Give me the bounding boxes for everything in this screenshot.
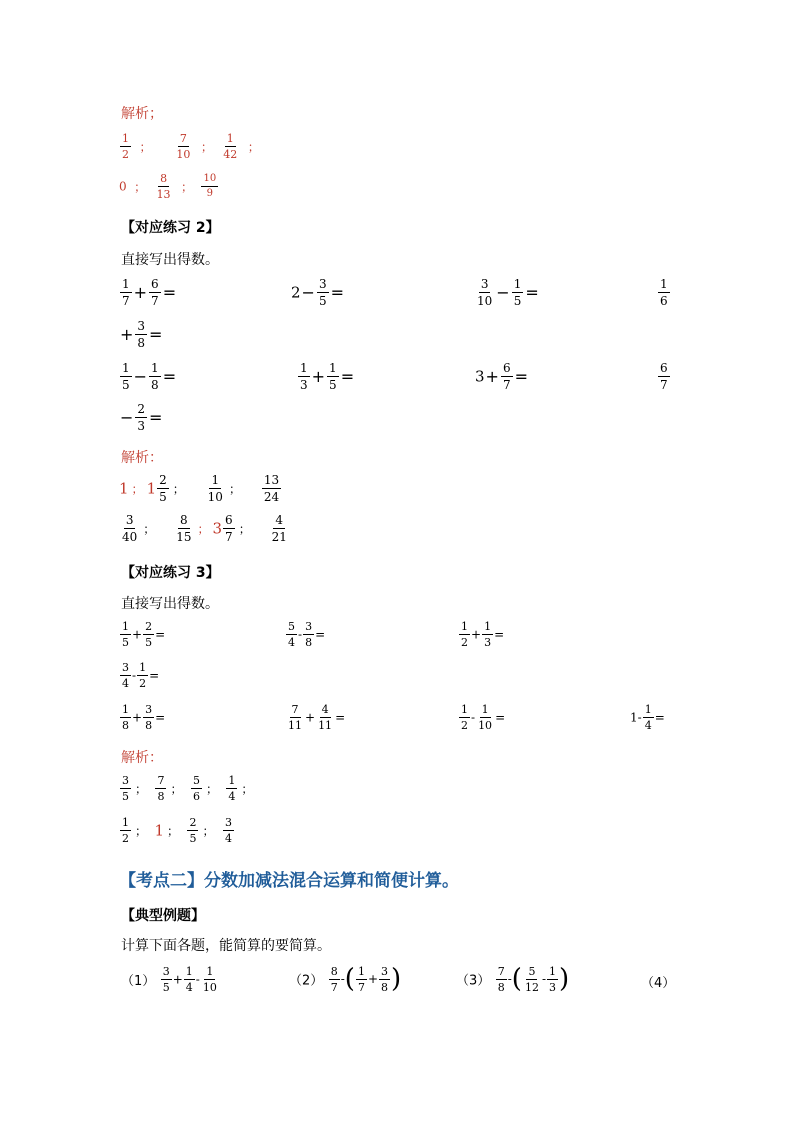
fraction: $\frac{1}{2}$ — [461, 620, 468, 649]
analysis-label: 解析： — [121, 450, 163, 466]
example-problem-1: （1） $\frac{3}{5}$ + $\frac{1}{4}$ - $\frac{1}{10}$ — [121, 965, 217, 994]
fraction: $\frac{1}{6}$ — [660, 277, 668, 308]
fraction: $\frac{1}{4}$ — [644, 703, 652, 732]
problem: $\frac{3}{10}$ − $\frac{1}{5}$ = — [477, 277, 539, 308]
fraction: $\frac{3}{5}$ — [318, 277, 327, 308]
answer-row-2: $\frac{3}{40}$ ； $\frac{8}{15}$ ； 3 $\frac{6}{7}$ ； $\frac{4}{21}$ — [122, 513, 287, 544]
fraction: $\frac{3}{40}$ — [122, 513, 138, 544]
fraction: $\frac{6}{7}$ — [660, 361, 668, 392]
fraction: $\frac{2}{5}$ — [189, 816, 197, 845]
analysis-label: 解析； — [121, 106, 163, 122]
problem-continuation: + $\frac{3}{8}$ = — [120, 319, 163, 350]
fraction: $\frac{2}{5}$ — [145, 620, 153, 649]
fraction: $\frac{4}{21}$ — [271, 513, 287, 544]
fraction: $\frac{4}{11}$ — [318, 703, 333, 732]
fraction: $\frac{3}{5}$ — [122, 774, 129, 803]
problem: $\frac{7}{11}$ + $\frac{4}{11}$ = — [288, 703, 346, 732]
analysis-label: 解析： — [121, 750, 163, 766]
fraction: $\frac{1}{2}$ — [461, 703, 468, 732]
exercise-3-title: 【对应练习 3】 — [121, 565, 220, 581]
problem-continuation: − $\frac{2}{3}$ = — [120, 402, 163, 433]
fraction: $\frac{1}{8}$ — [151, 361, 159, 392]
fraction: $\frac{3}{8}$ — [305, 620, 313, 649]
fraction: $\frac{1}{5}$ — [513, 277, 522, 308]
fraction: $\frac{1}{10}$ — [478, 703, 493, 732]
fraction: $\frac{5}{12}$ — [524, 964, 539, 994]
problem: $\frac{1}{2}$ - $\frac{1}{10}$ = — [461, 703, 506, 732]
exercise-2-instruction: 直接写出得数。 — [121, 252, 219, 268]
problem: 3+ $\frac{6}{7}$ = — [475, 361, 528, 392]
fraction: $\frac{1}{5}$ — [329, 361, 337, 392]
fraction: $\frac{1}{4}$ — [185, 965, 193, 994]
problem — [657, 362, 671, 391]
example-heading: 【典型例题】 — [121, 908, 205, 924]
problem: $\frac{1}{5}$ + $\frac{2}{5}$ = — [122, 620, 166, 649]
problem: $\frac{1}{2}$ + $\frac{1}{3}$ = — [461, 620, 505, 649]
fraction: $\frac{7}{8}$ — [497, 964, 505, 994]
fraction: $\frac{6}{7}$ — [225, 513, 233, 544]
fraction: $\frac{1}{8}$ — [122, 703, 129, 732]
fraction: $\frac{1}{2}$ — [122, 816, 129, 845]
fraction: $\frac{6}{7}$ — [502, 361, 511, 392]
fraction: $\frac{7}{8}$ — [157, 774, 165, 803]
fraction: $\frac{3}{8}$ — [381, 964, 389, 994]
fraction: $\frac{13}{24}$ — [263, 473, 280, 504]
fraction: $\frac{7}{11}$ — [288, 703, 302, 732]
problem: $\frac{1}{5}$ − $\frac{1}{8}$ = — [122, 361, 177, 392]
problem — [657, 278, 671, 307]
fraction: $\frac{1}{3}$ — [549, 964, 557, 994]
problem: $\frac{1}{3}$ + $\frac{1}{5}$ = — [300, 361, 355, 392]
fraction: $\frac{8}{13}$ — [156, 172, 171, 201]
fraction: $\frac{1}{3}$ — [484, 620, 492, 649]
fraction: $\frac{7}{10}$ — [176, 132, 191, 161]
example-problem-2: （2） $\frac{8}{7}$ -( $\frac{1}{7}$ + $\frac{3}{8}$ ) — [289, 964, 402, 994]
section-heading: 【考点二】分数加减法混合运算和简便计算。 — [119, 871, 459, 891]
problem: 1- $\frac{1}{4}$ = — [630, 703, 665, 732]
fraction: $\frac{1}{10}$ — [202, 965, 217, 994]
fraction: $\frac{5}{6}$ — [192, 774, 200, 803]
fraction: $\frac{1}{2}$ — [122, 132, 129, 161]
exercise-2-title: 【对应练习 2】 — [121, 220, 220, 236]
fraction: $\frac{6}{7}$ — [151, 277, 159, 308]
fraction: $\frac{3}{4}$ — [122, 661, 129, 690]
problem: $\frac{1}{8}$ + $\frac{3}{8}$ = — [122, 703, 166, 732]
fraction: $\frac{2}{5}$ — [159, 473, 167, 504]
fraction: $\frac{1}{7}$ — [122, 277, 130, 308]
fraction: $\frac{3}{8}$ — [145, 703, 153, 732]
fraction: $\frac{1}{2}$ — [139, 661, 147, 690]
fraction: $\frac{10}{9}$ — [203, 173, 217, 199]
problem: $\frac{3}{4}$ - $\frac{1}{2}$ = — [122, 661, 160, 690]
example-problem-4-label: （4） — [641, 976, 676, 991]
exercise-3-instruction: 直接写出得数。 — [121, 596, 219, 612]
fraction: $\frac{3}{10}$ — [477, 277, 493, 308]
fraction: $\frac{1}{5}$ — [122, 361, 130, 392]
fraction: $\frac{2}{3}$ — [137, 402, 146, 433]
fraction: $\frac{1}{5}$ — [122, 620, 129, 649]
answer-row-1: $\frac{1}{2}$ ； $\frac{7}{10}$ ； $\frac{1}{42}$ ； — [122, 132, 260, 161]
fraction: $\frac{8}{7}$ — [330, 964, 338, 994]
fraction: $\frac{1}{42}$ — [223, 132, 238, 161]
fraction: $\frac{1}{10}$ — [207, 473, 223, 504]
answer-row-1: 1 ； 1 $\frac{2}{5}$ ； $\frac{1}{10}$ ； $\frac{13}{24}$ — [119, 473, 280, 504]
fraction: $\frac{3}{4}$ — [224, 816, 232, 845]
fraction: $\frac{5}{4}$ — [288, 620, 295, 649]
example-problem-3: （3） $\frac{7}{8}$ -( $\frac{5}{12}$ - $\frac{1}{3}$ ) — [456, 964, 570, 994]
problem: 2− $\frac{3}{5}$ = — [291, 277, 344, 308]
fraction: $\frac{1}{4}$ — [228, 774, 236, 803]
fraction: $\frac{8}{15}$ — [176, 513, 192, 544]
example-instruction: 计算下面各题，能简算的要简算。 — [121, 938, 331, 954]
fraction: $\frac{1}{3}$ — [300, 361, 308, 392]
fraction: $\frac{1}{7}$ — [357, 964, 365, 994]
problem: $\frac{1}{7}$ + $\frac{6}{7}$ = — [122, 277, 177, 308]
fraction: $\frac{3}{5}$ — [162, 965, 170, 994]
fraction: $\frac{3}{8}$ — [137, 319, 146, 350]
answer-row-2: $\frac{1}{2}$ ； 1 ； $\frac{2}{5}$ ； $\frac{3}{4}$ — [122, 816, 232, 845]
answer-row-2: 0 ； $\frac{8}{13}$ ； $\frac{10}{9}$ — [119, 172, 217, 201]
problem: $\frac{5}{4}$ - $\frac{3}{8}$ = — [288, 620, 326, 649]
answer-row-1: $\frac{3}{5}$ ； $\frac{7}{8}$ ； $\frac{5}{6}$ ； $\frac{1}{4}$ ； — [122, 774, 254, 803]
